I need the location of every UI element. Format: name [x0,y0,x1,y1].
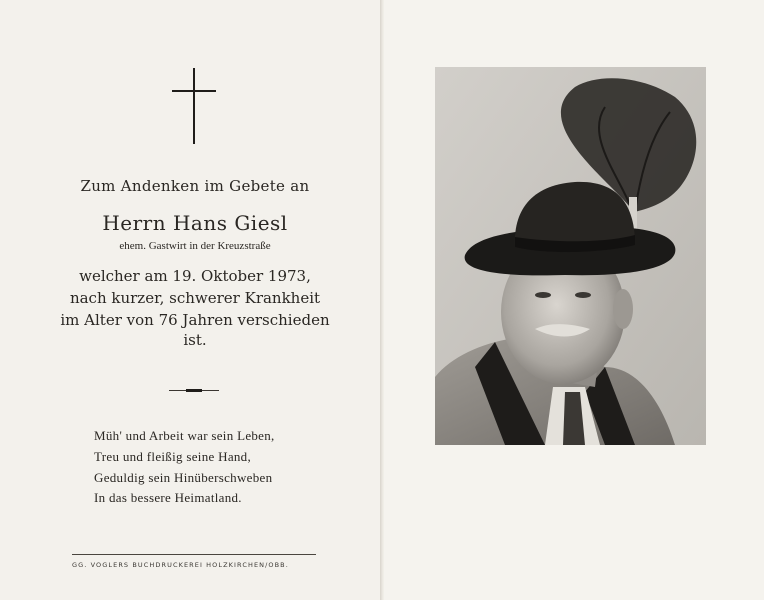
footer-rule [72,554,316,555]
poem-line: Treu und fleißig seine Hand, [94,449,252,464]
ornament-divider [169,389,219,391]
death-text-line: ist. [183,331,207,349]
poem-line: Geduldig sein Hinüberschweben [94,470,273,485]
intro-text: Zum Andenken im Gebete an [80,177,310,195]
death-text-line: welcher am 19. Oktober 1973, [79,267,311,285]
portrait-photo [435,67,706,445]
death-text-line: nach kurzer, schwerer Krankheit [69,289,321,307]
poem-line: In das bessere Heimatland. [94,490,242,505]
death-text-line: im Alter von 76 Jahren verschieden [60,311,330,329]
printer-imprint: GG. VOGLERS BUCHDRUCKEREI HOLZKIRCHEN/OBB. [72,561,289,569]
left-panel [0,0,380,600]
poem-line: Müh' und Arbeit war sein Leben, [94,428,275,443]
deceased-name: Herrn Hans Giesl [102,211,288,235]
cross-icon [172,68,216,144]
occupation-text: ehem. Gastwirt in der Kreuzstraße [119,240,271,252]
